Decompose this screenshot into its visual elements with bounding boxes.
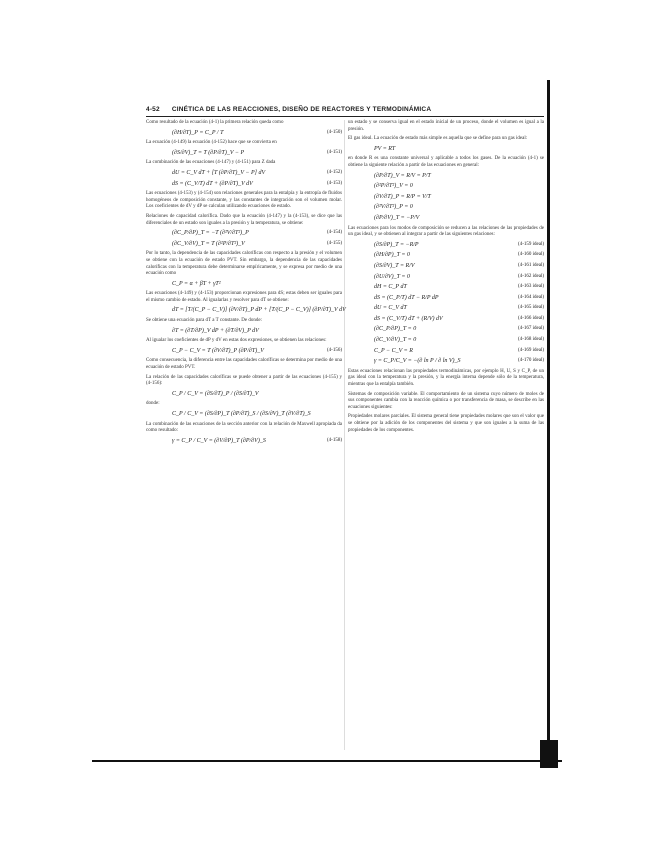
equation-number: (4-170 ideal) bbox=[518, 358, 544, 364]
paragraph: Se obtiene una ecuación para dT a T constante. De donde: bbox=[146, 318, 262, 324]
equation-expression: γ = C_P / C_V = (∂V/∂P)_T (∂P/∂V)_S bbox=[172, 437, 266, 444]
equation-expression: C_P / C_V = (∂S/∂P)_T (∂P/∂T)_S / (∂S/∂V)_T (∂V/∂T)_S bbox=[172, 411, 311, 417]
paragraph: El gas ideal. La ecuación de estado más simple es aquella que se define para un gas ideal: bbox=[348, 136, 528, 142]
binding-margin-bar bbox=[547, 80, 550, 758]
equation-number: (4-153) bbox=[327, 180, 342, 186]
paragraph: un estado y se conserva igual en el estado inicial de un proceso, donde el volumen es igual a la presión. bbox=[348, 120, 544, 132]
paragraph: La combinación de las ecuaciones de la sección anterior con la relación de Maxwell apropiada da como resultado: bbox=[146, 421, 342, 434]
header-rule bbox=[146, 116, 544, 117]
equation-expression: ∂T = (∂T/∂P)_V dP + (∂T/∂V)_P dV bbox=[172, 327, 259, 334]
equation-expression: (∂²V/∂T²)_P = 0 bbox=[374, 204, 413, 211]
equation bbox=[348, 194, 544, 201]
equation bbox=[348, 348, 544, 355]
equation-number: (4-167 ideal) bbox=[518, 326, 544, 332]
paragraph: donde: bbox=[146, 401, 160, 407]
equation-expression: (∂P/∂V)_T = −P/V bbox=[374, 214, 420, 221]
equation-expression: (∂S/∂V)_T = R/V bbox=[374, 262, 415, 269]
equation-number: (4-159 ideal) bbox=[518, 241, 544, 247]
paragraph: Sistemas de composición variable. El comportamiento de un sistema cuyo número de moles de sus componentes cambia con la reacción química o por transferencia de masa, se describe en las ecuaciones siguientes: bbox=[348, 391, 544, 410]
equation-expression: dS = (C_V/T) dT + (∂P/∂T)_V dV bbox=[172, 180, 253, 187]
paragraph: Al igualar los coeficientes de dP y dV en estas dos expresiones, se obtienen las relaciones: bbox=[146, 338, 327, 344]
equation-expression: (∂H/∂P)_T = 0 bbox=[374, 252, 410, 259]
equation bbox=[146, 411, 342, 418]
equation-expression: dU = C_V dT + [T (∂P/∂T)_V − P] dV bbox=[172, 169, 266, 176]
equation-number: (4-163 ideal) bbox=[518, 284, 544, 290]
equation-expression: (∂C_V/∂V)_T = 0 bbox=[374, 337, 417, 344]
equation-expression: dT = [T/(C_P − C_V)] (∂V/∂T)_P dP + [T/(C_P − C_V)] (∂P/∂T)_V dV bbox=[172, 307, 346, 314]
equation-number: (4-162 ideal) bbox=[518, 273, 544, 279]
binding-margin-shadow bbox=[540, 740, 558, 768]
equation bbox=[348, 337, 544, 344]
equation bbox=[146, 181, 342, 188]
equation bbox=[146, 241, 342, 248]
equation bbox=[348, 252, 544, 259]
equation bbox=[348, 242, 544, 249]
equation-expression: dU = C_V dT bbox=[374, 305, 407, 312]
equation-number: (4-152) bbox=[327, 169, 342, 175]
equation-expression: (∂C_P/∂P)_T = 0 bbox=[374, 326, 417, 333]
paragraph: Como consecuencia, la diferencia entre las capacidades caloríficas se determina por medio de una ecuación de estado PVT. bbox=[146, 358, 342, 371]
equation-number: (4-155) bbox=[327, 240, 342, 246]
equation-expression: (∂C_P/∂P)_T = −T (∂²V/∂T²)_P bbox=[172, 230, 249, 237]
equation-expression: dS = (C_P/T) dT − R/P dP bbox=[374, 294, 439, 301]
equation-number: (4-160 ideal) bbox=[518, 252, 544, 258]
equation-expression: (∂C_V/∂V)_T = T (∂²P/∂T²)_V bbox=[172, 240, 245, 247]
equation-expression: (∂S/∂P)_T = −R/P bbox=[374, 241, 419, 248]
equation bbox=[146, 328, 342, 335]
equation-number: (4-151) bbox=[327, 149, 342, 155]
paragraph: Las ecuaciones para los modos de composición se reducen a las relaciones de las propiedades de un gas ideal, y se obtienen al integrar a partir de las siguientes relaciones: bbox=[348, 225, 544, 238]
equation-expression: (∂P/∂T)_V = R/V = P/T bbox=[374, 172, 431, 179]
chapter-title: CINÉTICA DE LAS REACCIONES, DISEÑO DE REACTORES Y TERMODINÁMICA bbox=[171, 106, 432, 113]
equation-number: (4-168 ideal) bbox=[518, 337, 544, 343]
right-column bbox=[348, 120, 544, 437]
equation bbox=[348, 284, 544, 291]
equation-number: (4-169 ideal) bbox=[518, 347, 544, 353]
paragraph: La ecuación (4-149) la ecuación (4-152) hace que se convierta en bbox=[146, 140, 277, 146]
paragraph: Relaciones de capacidad calorífica. Dado que la ecuación (4-147) y la (4-153), se dice que las diferenciales de un estado son iguales a la presión y la temperatura, se obtiene: bbox=[146, 213, 342, 226]
equation bbox=[348, 316, 544, 323]
equation-number: (4-156) bbox=[327, 347, 342, 353]
equation bbox=[348, 326, 544, 333]
equation-number: (4-154) bbox=[327, 230, 342, 236]
running-header bbox=[146, 106, 431, 113]
equation bbox=[348, 173, 544, 180]
equation-number: (4-158) bbox=[327, 437, 342, 443]
equation bbox=[348, 295, 544, 302]
equation-expression: (∂V/∂T)_P = R/P = V/T bbox=[374, 193, 431, 200]
paragraph: en donde R es una constante universal y aplicable a todos los gases. De la ecuación (4-1) se obtiene la siguiente relación a partir de las ecuaciones en general: bbox=[348, 156, 544, 168]
footer-rule bbox=[92, 760, 562, 762]
equation bbox=[348, 204, 544, 211]
page-number: 4-52 bbox=[146, 106, 160, 113]
left-column bbox=[146, 120, 346, 448]
equation-number: (4-165 ideal) bbox=[518, 305, 544, 311]
equation-expression: dH = C_P dT bbox=[374, 284, 407, 291]
equation bbox=[146, 230, 342, 237]
equation-expression: C_P − C_V = R bbox=[374, 347, 413, 354]
equation bbox=[348, 274, 544, 281]
equation-expression: C_P − C_V = T (∂V/∂T)_P (∂P/∂T)_V bbox=[172, 347, 264, 354]
equation bbox=[348, 146, 544, 153]
equation-expression: dS = (C_V/T) dT + (R/V) dV bbox=[374, 315, 443, 322]
equation-expression: C_P = α + βT + γT² bbox=[172, 280, 221, 287]
equation bbox=[348, 263, 544, 270]
equation-number: (4-150) bbox=[327, 129, 342, 135]
equation bbox=[348, 183, 544, 190]
paragraph: Por lo tanto, la dependencia de las capacidades caloríficas con respecto a la presión y el volumen se obtiene con la ecuación de estado PVT. Sin embargo, la dependencia de las capacidades caloríficas con la temperatura debe determinarse empíricamente, y se expresa por medio de una ecuación como bbox=[146, 251, 342, 277]
paragraph: Propiedades molares parciales. El sistema general tiene propiedades molares que son el valor que se obtiene por la adición de los componentes del sistema y que son iguales a la suma de las propiedades de los componentes. bbox=[348, 414, 544, 433]
equation-number: (4-164 ideal) bbox=[518, 294, 544, 300]
equation bbox=[146, 438, 342, 445]
paragraph: La relación de las capacidades caloríficas se puede obtener a partir de las ecuaciones (4-155) y (4-156): bbox=[146, 374, 342, 387]
equation-expression: C_P / C_V = (∂S/∂T)_P / (∂S/∂T)_V bbox=[172, 390, 259, 397]
equation-expression: (∂²P/∂T²)_V = 0 bbox=[374, 183, 413, 190]
paragraph: La combinación de las ecuaciones (4-147) y (4-151) para Z dada bbox=[146, 160, 276, 166]
equation-expression: (∂S/∂V)_T = T (∂P/∂T)_V − P bbox=[172, 149, 245, 156]
equation-number: (4-161 ideal) bbox=[518, 262, 544, 268]
equation bbox=[146, 307, 346, 314]
equation bbox=[146, 348, 342, 355]
paragraph: Estas ecuaciones relacionan las propiedades termodinámicas, por ejemplo H, U, S y C_P, de un gas ideal con la temperatura y la presión, y la energía interna depende sólo de la temperatura, mientras que la entalpía también. bbox=[348, 368, 544, 388]
equation-expression: (∂H/∂T)_P = C_P / T bbox=[172, 129, 224, 136]
equation bbox=[348, 305, 544, 312]
column-divider bbox=[344, 120, 345, 750]
equation bbox=[348, 215, 544, 222]
equation bbox=[146, 150, 342, 157]
equation bbox=[348, 358, 544, 365]
equation bbox=[146, 281, 342, 288]
equation bbox=[146, 391, 342, 398]
paragraph: Como resultado de la ecuación (4-1) la primera relación queda como bbox=[146, 120, 284, 125]
equation bbox=[146, 170, 342, 177]
equation bbox=[146, 130, 342, 137]
equation-expression: PV = RT bbox=[374, 145, 396, 152]
equation-expression: γ = C_P/C_V = −(∂ ln P / ∂ ln V)_S bbox=[374, 358, 461, 365]
paragraph: Las ecuaciones (4-153) y (4-154) son relaciones generales para la entalpía y la entropía de fluidos homogéneos de composición constante, y las constantes de integración son el volumen molar. Los coeficientes de dV y dP se calculan utilizando ecuaciones de estado. bbox=[146, 191, 342, 210]
equation-expression: (∂U/∂V)_T = 0 bbox=[374, 273, 410, 280]
paragraph: Las ecuaciones (4-149) y (4-153) proporcionan expresiones para dS; estas deben ser iguales para el mismo cambio de estado. Al igualarlas y resolver para dT se obtiene: bbox=[146, 291, 342, 303]
equation-number: (4-166 ideal) bbox=[518, 315, 544, 321]
